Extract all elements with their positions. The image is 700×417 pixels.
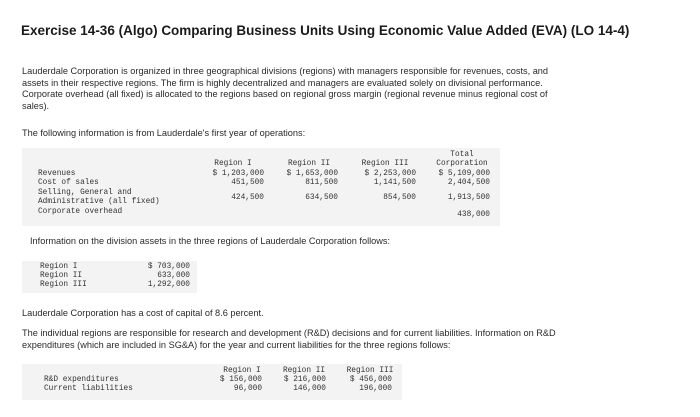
row-label-revenues: Revenues [38, 170, 76, 178]
intro-paragraph [22, 66, 662, 112]
rd-paragraph [22, 328, 672, 351]
first-year-text: The following information is from Lauderdale's first year of operations: [22, 128, 306, 138]
row-label-sga: Selling, General and [38, 189, 132, 197]
cell-revenues-r2: $ 1,653,000 [286, 170, 338, 178]
cell-sga-r3: 854,500 [383, 194, 416, 202]
cell-cos-r3: 1,141,500 [373, 179, 416, 187]
cell-sga-r2: 634,500 [305, 194, 338, 202]
rd-cell-rd-r2: $ 216,000 [283, 376, 326, 384]
rd-col-header-region-3: Region III [346, 367, 394, 375]
intro-line: sales). [22, 100, 50, 111]
exercise-title: Exercise 14-36 (Algo) Comparing Business Units Using Economic Value Added (EVA) (LO 14-4) [21, 23, 630, 38]
assets-value-region-2: 633,000 [157, 272, 190, 280]
intro-line: Corporate overhead (all fixed) is allocated to the regions based on regional gross margin (regional revenue minus regional cost of [22, 89, 548, 100]
cell-sga-total: 1,913,500 [447, 194, 490, 202]
col-header-corporation: Corporation [436, 160, 488, 168]
col-header-region-2: Region II [287, 160, 331, 168]
row-label-sga-cont: Administrative (all fixed) [38, 198, 160, 206]
col-header-region-3: Region III [361, 160, 409, 168]
row-label-corporate-overhead: Corporate overhead [38, 208, 123, 216]
cell-cos-r2: 811,500 [305, 179, 338, 187]
assets-label-region-3: Region III [40, 281, 87, 289]
operations-table [22, 148, 500, 226]
rd-cell-rd-r1: $ 156,000 [219, 376, 262, 384]
assets-label-region-1: Region I [40, 263, 78, 271]
assets-table [22, 261, 197, 293]
rd-col-header-region-2: Region II [282, 367, 326, 375]
cell-sga-r1: 424,500 [231, 194, 264, 202]
rd-cell-liab-r3: 196,000 [359, 385, 392, 393]
assets-value-region-3: 1,292,000 [147, 281, 190, 289]
rd-line: expenditures (which are included in SG&A) for the year and current liabilities for the three regions follows: [22, 339, 451, 350]
rd-col-header-region-1: Region I [223, 367, 261, 375]
rd-cell-liab-r2: 146,000 [293, 385, 326, 393]
assets-value-region-1: $ 703,000 [147, 263, 190, 271]
rd-row-label-liabilities: Current liabilities [44, 385, 133, 393]
rd-table [22, 364, 402, 400]
cell-cos-total: 2,404,500 [447, 179, 490, 187]
cell-cos-r1: 451,500 [231, 179, 264, 187]
cell-revenues-r3: $ 2,253,000 [364, 170, 416, 178]
rd-cell-liab-r1: 96,000 [233, 385, 262, 393]
rd-row-label-rd: R&D expenditures [44, 376, 119, 384]
cell-revenues-total: $ 5,109,000 [438, 170, 490, 178]
cost-of-capital-text: Lauderdale Corporation has a cost of capital of 8.6 percent. [22, 308, 264, 318]
cell-overhead-total: 438,000 [457, 211, 490, 219]
intro-line: assets in their respective regions. The firm is highly decentralized and managers are evaluated solely on divisional performance. [22, 77, 543, 88]
intro-line: Lauderdale Corporation is organized in three geographical divisions (regions) with managers responsible for revenues, costs, and [22, 66, 549, 76]
col-header-total: Total [450, 151, 474, 159]
assets-label-region-2: Region II [40, 272, 83, 280]
row-label-cost-of-sales: Cost of sales [38, 179, 99, 187]
rd-cell-rd-r3: $ 456,000 [349, 376, 392, 384]
cell-revenues-r1: $ 1,203,000 [212, 170, 264, 178]
assets-text: Information on the division assets in the three regions of Lauderdale Corporation follows: [30, 236, 391, 246]
rd-line: The individual regions are responsible for research and development (R&D) decisions and for current liabilities. Information on R&D [22, 328, 556, 338]
col-header-region-1: Region I [214, 160, 252, 168]
